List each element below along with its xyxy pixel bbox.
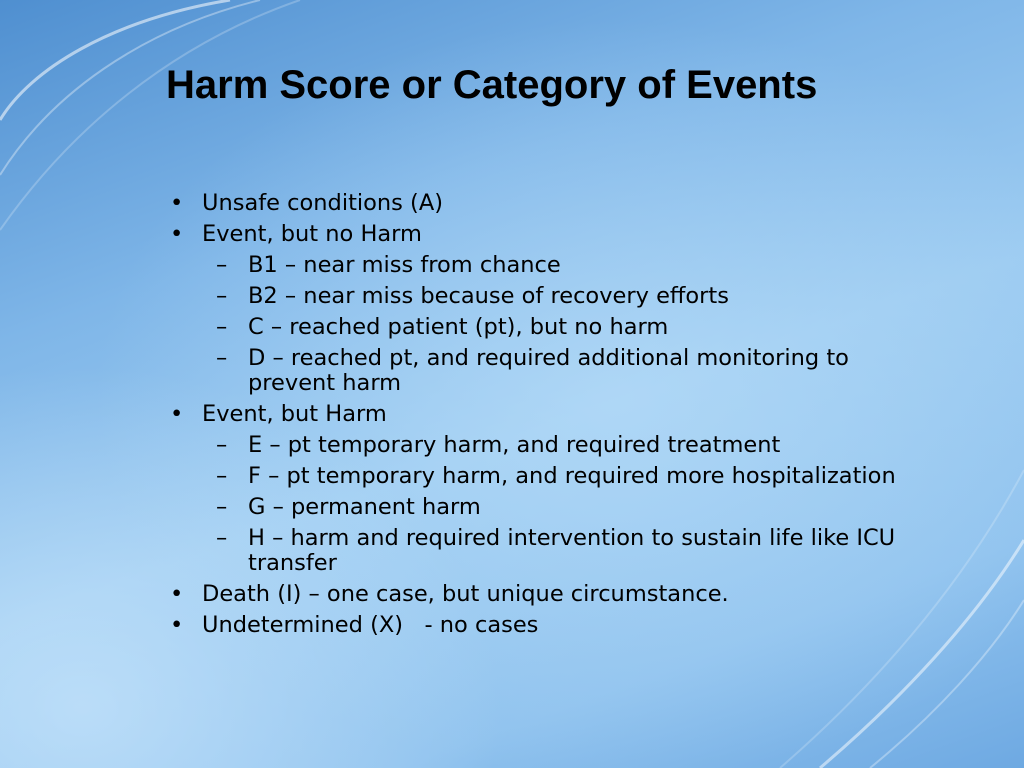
- sub-bullet-item: [166, 492, 926, 523]
- bullet-dash: –: [216, 463, 228, 489]
- bullet-item: [166, 610, 926, 641]
- bullet-text: Event, but Harm: [202, 401, 387, 427]
- slide-title: Harm Score or Category of Events: [166, 63, 818, 107]
- bullet-item: [166, 399, 926, 430]
- bullet-text: G – permanent harm: [248, 494, 481, 520]
- bullet-item: [166, 188, 926, 219]
- bullet-dash: –: [216, 432, 228, 458]
- sub-bullet-item: [166, 281, 926, 312]
- bullet-dot: •: [170, 612, 184, 638]
- bullet-list: [166, 188, 926, 641]
- bullet-dot: •: [170, 401, 184, 427]
- bullet-text: C – reached patient (pt), but no harm: [248, 314, 669, 340]
- bullet-item: [166, 219, 926, 250]
- bullet-text: Undetermined (X) - no cases: [202, 612, 539, 638]
- sub-bullet-item: [166, 523, 926, 579]
- bullet-dot: •: [170, 581, 184, 607]
- bullet-text: F – pt temporary harm, and required more hospitalization: [248, 463, 896, 489]
- sub-bullet-item: [166, 430, 926, 461]
- bullet-dash: –: [216, 283, 228, 309]
- sub-bullet-item: [166, 461, 926, 492]
- bullet-text: B1 – near miss from chance: [248, 252, 561, 278]
- bullet-dot: •: [170, 190, 184, 216]
- bullet-text: E – pt temporary harm, and required treatment: [248, 432, 781, 458]
- bullet-dash: –: [216, 314, 228, 340]
- bullet-dash: –: [216, 345, 228, 371]
- bullet-text: B2 – near miss because of recovery efforts: [248, 283, 729, 309]
- bullet-text: Event, but no Harm: [202, 221, 422, 247]
- bullet-text: Death (I) – one case, but unique circumstance.: [202, 581, 729, 607]
- bullet-item: [166, 579, 926, 610]
- bullet-dash: –: [216, 494, 228, 520]
- bullet-dot: •: [170, 221, 184, 247]
- sub-bullet-item: [166, 312, 926, 343]
- sub-bullet-item: [166, 343, 926, 399]
- bullet-text: H – harm and required intervention to sustain life like ICU transfer: [248, 525, 903, 576]
- bullet-text: Unsafe conditions (A): [202, 190, 444, 216]
- sub-bullet-item: [166, 250, 926, 281]
- bullet-dash: –: [216, 252, 228, 278]
- bullet-text: D – reached pt, and required additional monitoring to prevent harm: [248, 345, 857, 396]
- bullet-dash: –: [216, 525, 228, 551]
